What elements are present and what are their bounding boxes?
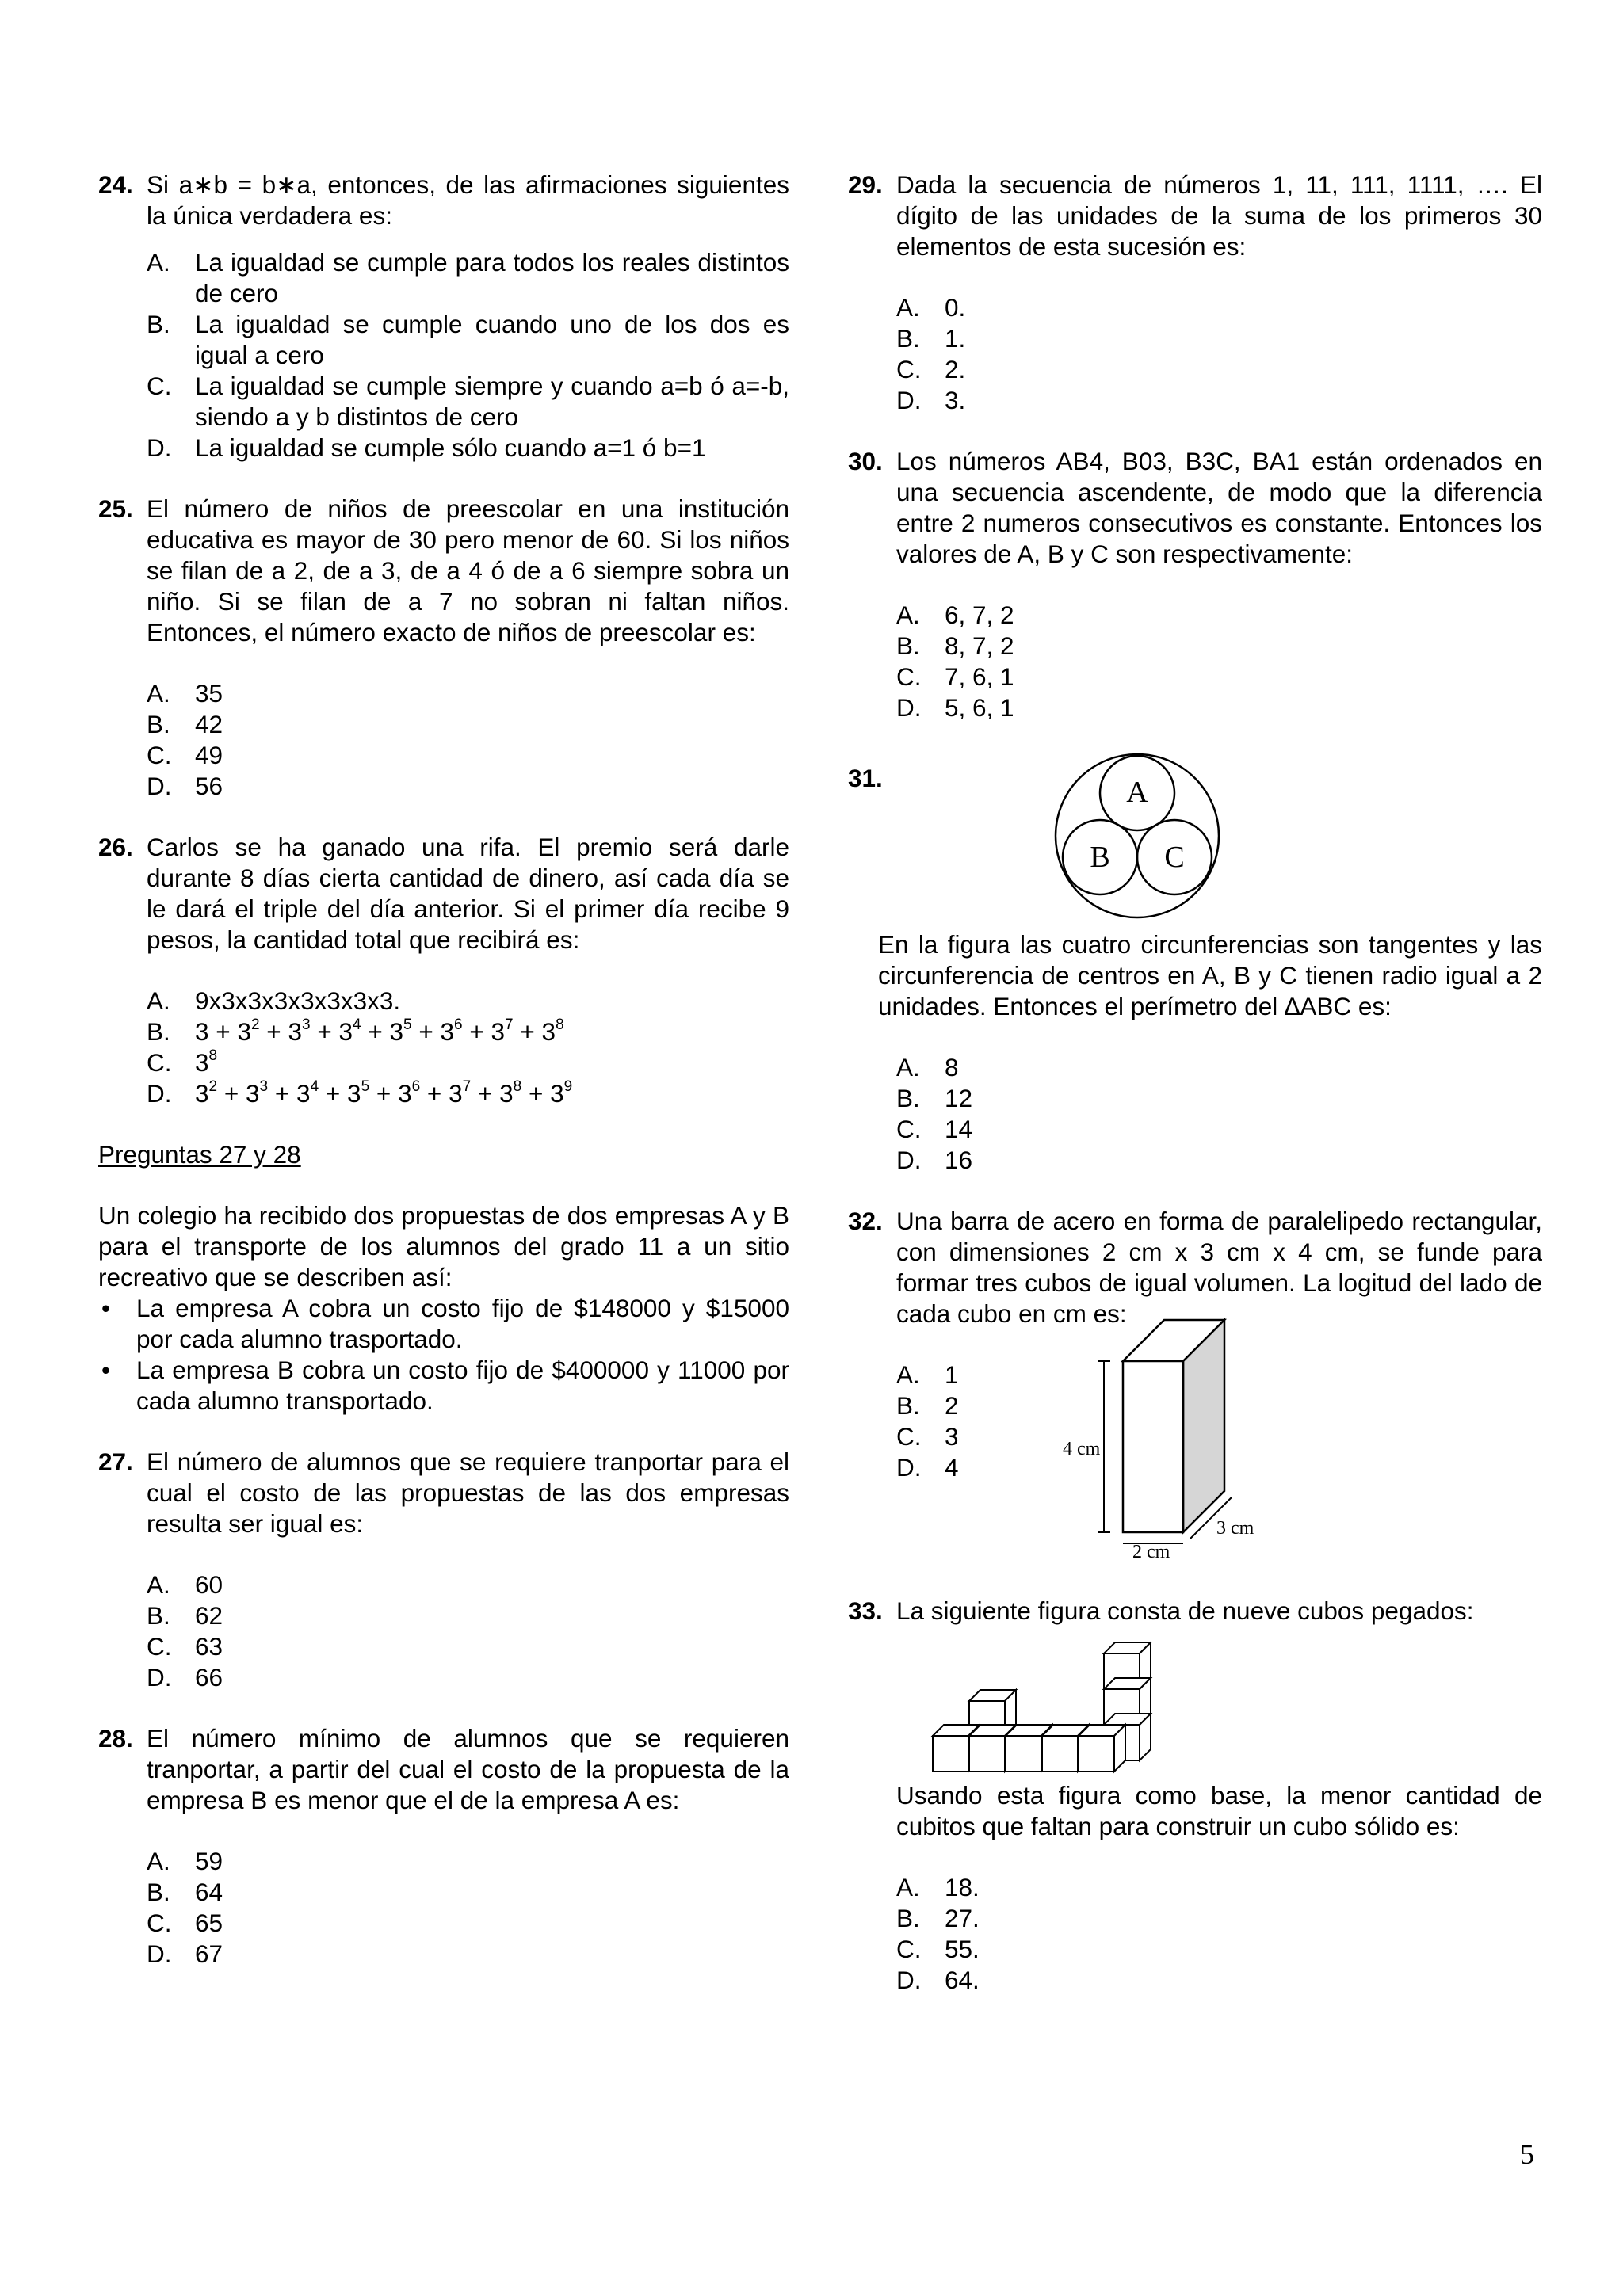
option-text: 64 [195, 1878, 223, 1906]
answer-options [896, 1360, 991, 1483]
label-c: C [1164, 841, 1185, 874]
answer-options [896, 600, 1542, 723]
option-letter: B. [896, 1084, 920, 1112]
option-c [896, 662, 1542, 692]
option-letter: C. [147, 1048, 172, 1077]
option-letter: D. [147, 1939, 172, 1968]
option-text: 0. [945, 293, 966, 322]
option-letter: C. [147, 741, 172, 769]
option-letter: D. [896, 1146, 922, 1174]
question-25 [98, 494, 789, 802]
depth-label: 3 cm [1216, 1518, 1254, 1539]
question-number: 25. [98, 494, 133, 523]
option-letter: C. [896, 355, 922, 383]
option-letter: A. [896, 1873, 920, 1901]
option-letter: C. [147, 1909, 172, 1937]
option-text: La igualdad se cumple sólo cuando a=1 ó b=1 [195, 433, 706, 462]
question-stem: Si a∗b = b∗a, entonces, de las afirmaciones siguientes la única verdadera es: [147, 170, 789, 230]
power-exponent: 9 [563, 1078, 573, 1095]
option-text: 2 [945, 1391, 959, 1420]
power-base: 3 [550, 1079, 564, 1108]
power-base: 3 [449, 1079, 463, 1108]
option-text: 8, 7, 2 [945, 631, 1014, 660]
power-base: 3 [195, 1017, 209, 1046]
cube-group [933, 1642, 1151, 1772]
option-text: 7, 6, 1 [945, 662, 1014, 691]
option-text: 1. [945, 324, 966, 353]
power-exponent: 6 [411, 1078, 421, 1095]
option-letter: A. [147, 986, 170, 1015]
question-31 [848, 753, 1542, 1176]
option-text: 12 [945, 1084, 973, 1112]
option-text: 56 [195, 772, 223, 800]
option-text: 3 [945, 1422, 959, 1451]
question-stem: Una barra de acero en forma de paralelipedo rectangular, con dimensiones 2 cm x 3 cm x 4 cm, se funde para formar tres cubos de igual volumen. La logitud del lado de cada cubo en cm es: [896, 1207, 1542, 1328]
option-text: 14 [945, 1115, 973, 1143]
question-29 [848, 170, 1542, 416]
option-a [147, 1569, 789, 1600]
power-base: 3 [398, 1079, 412, 1108]
question-stem: El número mínimo de alumnos que se requieren tranportar, a partir del cual el costo de la propuesta de la empresa B es menor que el de la empresa A es: [147, 1724, 789, 1814]
option-letter: C. [147, 372, 172, 400]
label-b: B [1090, 841, 1110, 874]
option-text: 64. [945, 1966, 980, 1994]
option-b [147, 1877, 789, 1908]
option-letter: C. [896, 1422, 922, 1451]
option-c [147, 740, 789, 771]
question-24 [98, 170, 789, 463]
power-base: 3 [440, 1017, 455, 1046]
option-c [896, 1934, 1542, 1965]
question-stem-2: Usando esta figura como base, la menor cantidad de cubitos que faltan para construir un cubo sólido es: [896, 1781, 1542, 1840]
plus-sign: + [259, 1017, 288, 1046]
answer-options [147, 1569, 789, 1693]
option-d [147, 1939, 789, 1970]
option-letter: C. [896, 662, 922, 691]
option-letter: B. [147, 1601, 170, 1630]
option-expression [195, 1047, 789, 1078]
option-letter: D. [896, 693, 922, 722]
option-letter: B. [896, 1904, 920, 1932]
answer-options [896, 292, 1542, 416]
nine-cubes-figure [931, 1633, 1153, 1772]
option-text: 35 [195, 679, 223, 707]
option-b [896, 323, 1542, 354]
question-stem: Carlos se ha ganado una rifa. El premio será darle durante 8 días cierta cantidad de dinero, así cada día se le dará el triple del día anterior. Si el primer día recibe 9 pesos, la cantidad total que recibirá es: [147, 833, 789, 954]
option-c [147, 1631, 789, 1662]
option-letter: B. [147, 710, 170, 738]
option-text: 62 [195, 1601, 223, 1630]
option-a [147, 986, 789, 1016]
option-letter: D. [896, 386, 922, 414]
option-letter: D. [147, 433, 172, 462]
power-exponent: 6 [454, 1016, 463, 1033]
option-d [147, 771, 789, 802]
tangent-circles-figure [1050, 752, 1224, 920]
option-c [147, 1047, 789, 1078]
question-32 [848, 1206, 1542, 1573]
power-exponent: 8 [513, 1078, 522, 1095]
question-number: 31. [848, 764, 883, 792]
power-exponent: 7 [505, 1016, 514, 1033]
bullet-item [98, 1293, 789, 1355]
option-b [896, 1390, 991, 1421]
option-letter: A. [896, 1053, 920, 1081]
answer-options [147, 1846, 789, 1970]
option-text: 2. [945, 355, 966, 383]
power-exponent: 5 [361, 1078, 370, 1095]
power-exponent: 5 [403, 1016, 412, 1033]
question-stem: En la figura las cuatro circunferencias son tangentes y las circunferencia de centros en A, B y C tienen radio igual a 2 unidades. Entonces el perímetro del ∆ABC es: [878, 930, 1542, 1020]
option-letter: A. [147, 679, 170, 707]
question-number: 30. [848, 447, 883, 475]
power-base: 3 [195, 1079, 209, 1108]
power-exponent: 8 [556, 1016, 564, 1033]
option-d [896, 1145, 1542, 1176]
question-26 [98, 832, 789, 1109]
question-stem: La siguiente figura consta de nueve cubos pegados: [896, 1596, 1474, 1625]
option-figure-row [896, 1360, 1542, 1573]
question-27 [98, 1447, 789, 1693]
option-a [896, 1872, 1542, 1903]
power-base: 3 [541, 1017, 556, 1046]
option-letter: C. [896, 1935, 922, 1963]
question-number: 33. [848, 1596, 883, 1625]
answer-options [147, 247, 789, 463]
option-text: 18. [945, 1873, 980, 1901]
option-letter: D. [147, 1079, 172, 1108]
option-letter: C. [896, 1115, 922, 1143]
plus-sign: + [268, 1079, 297, 1108]
option-b [896, 1083, 1542, 1114]
power-exponent: 7 [462, 1078, 472, 1095]
option-text: 5, 6, 1 [945, 693, 1014, 722]
question-28 [98, 1723, 789, 1970]
plus-sign: + [521, 1079, 551, 1108]
option-text: 60 [195, 1570, 223, 1599]
power-base: 3 [296, 1079, 311, 1108]
option-text: La igualdad se cumple para todos los reales distintos de cero [195, 248, 789, 307]
power-exponent: 8 [208, 1047, 218, 1064]
plus-sign: + [369, 1079, 399, 1108]
plus-sign: + [471, 1079, 500, 1108]
option-b [896, 631, 1542, 662]
section-title: Preguntas 27 y 28 [98, 1140, 301, 1169]
plus-sign: + [310, 1017, 339, 1046]
option-b [147, 709, 789, 740]
option-text: 6, 7, 2 [945, 601, 1014, 629]
question-stem: Dada la secuencia de números 1, 11, 111, 1111, …. El dígito de las unidades de la suma de los primeros 30 elementos de esta sucesión es: [896, 170, 1542, 261]
option-d [896, 692, 1542, 723]
option-d [147, 433, 789, 463]
option-d [147, 1662, 789, 1693]
option-d [896, 385, 1542, 416]
option-d [147, 1078, 789, 1109]
plus-sign: + [208, 1017, 238, 1046]
option-letter: D. [896, 1966, 922, 1994]
prism-figure [1063, 1306, 1297, 1562]
option-a [147, 247, 789, 309]
question-number: 24. [98, 170, 133, 199]
power-exponent: 2 [250, 1016, 260, 1033]
option-text: La igualdad se cumple cuando uno de los dos es igual a cero [195, 310, 789, 369]
option-a [896, 600, 1542, 631]
option-c [896, 1114, 1542, 1145]
power-exponent: 2 [208, 1078, 218, 1095]
option-text: 16 [945, 1146, 973, 1174]
question-stem: El número de niños de preescolar en una institución educativa es mayor de 30 pero menor de 60. Si los niños se filan de a 2, de a 3, de a 4 ó de a 6 siempre sobra un niño. Si se filan de a 7 no sobran ni faltan niños. Entonces, el número exacto de niños de preescolar es: [147, 494, 789, 646]
option-text: 63 [195, 1632, 223, 1661]
option-text: 1 [945, 1360, 959, 1389]
option-d [896, 1452, 991, 1483]
question-number: 27. [98, 1447, 133, 1476]
option-letter: A. [896, 601, 920, 629]
option-b [147, 1016, 789, 1047]
option-letter: D. [896, 1453, 922, 1482]
option-a [896, 1360, 991, 1390]
answer-options [896, 1872, 1542, 1996]
question-number: 28. [98, 1724, 133, 1753]
power-exponent: 4 [353, 1016, 361, 1033]
option-b [147, 309, 789, 371]
option-b [896, 1903, 1542, 1934]
power-base: 3 [491, 1017, 506, 1046]
option-text: 9x3x3x3x3x3x3x3. [195, 986, 401, 1015]
option-expression [195, 1016, 789, 1047]
option-text: 66 [195, 1663, 223, 1691]
prism-front-face [1123, 1361, 1183, 1532]
option-c [147, 371, 789, 433]
option-text: La igualdad se cumple siempre y cuando a=b ó a=-b, siendo a y b distintos de cero [195, 372, 789, 431]
bullet-list [98, 1293, 789, 1417]
question-number: 32. [848, 1207, 883, 1235]
option-text: 49 [195, 741, 223, 769]
option-letter: B. [896, 1391, 920, 1420]
power-base: 3 [195, 1048, 209, 1077]
option-letter: B. [147, 1878, 170, 1906]
power-exponent: 3 [259, 1078, 269, 1095]
cube-row-5 [1079, 1725, 1125, 1772]
question-stem: Los números AB4, B03, B3C, BA1 están ordenados en una secuencia ascendente, de modo que la diferencia entre 2 numeros consecutivos es constante. Entonces los valores de A, B y C son respectivamente: [896, 447, 1542, 568]
plus-sign: + [217, 1079, 246, 1108]
option-text: 3. [945, 386, 966, 414]
bullet-text: La empresa B cobra un costo fijo de $400000 y 11000 por cada alumno transportado. [136, 1356, 789, 1415]
bullet-text: La empresa A cobra un costo fijo de $148000 y $15000 por cada alumno trasportado. [136, 1294, 789, 1353]
power-base: 3 [246, 1079, 260, 1108]
bullet-item [98, 1355, 789, 1417]
option-letter: B. [147, 310, 170, 338]
option-letter: D. [147, 1663, 172, 1691]
left-column [98, 170, 789, 1970]
power-exponent: 4 [310, 1078, 319, 1095]
right-column [848, 170, 1542, 1996]
power-base: 3 [288, 1017, 302, 1046]
answer-options [147, 986, 789, 1109]
option-letter: A. [147, 248, 170, 277]
option-c [896, 1421, 991, 1452]
figure-row [848, 753, 1542, 920]
option-letter: A. [896, 1360, 920, 1389]
power-base: 3 [347, 1079, 361, 1108]
question-stem: El número de alumnos que se requiere tranportar para el cual el costo de las propuestas de las dos empresas resulta ser igual es: [147, 1447, 789, 1538]
option-c [896, 354, 1542, 385]
option-expression [195, 1078, 789, 1109]
option-letter: B. [147, 1017, 170, 1046]
option-a [896, 1052, 1542, 1083]
plus-sign: + [513, 1017, 542, 1046]
answer-options [147, 678, 789, 802]
width-label: 2 cm [1132, 1542, 1170, 1562]
option-letter: B. [896, 631, 920, 660]
power-base: 3 [389, 1017, 404, 1046]
plus-sign: + [420, 1079, 449, 1108]
plus-sign: + [319, 1079, 348, 1108]
option-text: 4 [945, 1453, 959, 1482]
height-label: 4 cm [1063, 1439, 1101, 1459]
plus-sign: + [361, 1017, 390, 1046]
option-d [896, 1965, 1542, 1996]
option-text: 55. [945, 1935, 980, 1963]
option-text: 67 [195, 1939, 223, 1968]
answer-options [848, 1052, 1542, 1176]
plus-sign: + [462, 1017, 491, 1046]
option-b [147, 1600, 789, 1631]
option-a [147, 1846, 789, 1877]
question-number: 29. [848, 170, 883, 199]
option-text: 42 [195, 710, 223, 738]
power-base: 3 [338, 1017, 353, 1046]
question-30 [848, 446, 1542, 723]
option-text: 27. [945, 1904, 980, 1932]
option-letter: A. [147, 1570, 170, 1599]
label-a: A [1126, 776, 1148, 809]
option-c [147, 1908, 789, 1939]
option-text: 65 [195, 1909, 223, 1937]
plus-sign: + [411, 1017, 441, 1046]
power-base: 3 [237, 1017, 251, 1046]
option-letter: A. [896, 293, 920, 322]
section-intro: Un colegio ha recibido dos propuestas de dos empresas A y B para el transporte de los alumnos del grado 11 a un sitio recreativo que se describen así: [98, 1201, 789, 1291]
option-text: 59 [195, 1847, 223, 1875]
option-a [896, 292, 1542, 323]
option-a [147, 678, 789, 709]
power-base: 3 [499, 1079, 514, 1108]
option-letter: D. [147, 772, 172, 800]
bullet-symbol: • [101, 1356, 111, 1384]
page-number: 5 [1520, 2138, 1534, 2170]
bullet-symbol: • [101, 1294, 111, 1322]
option-letter: C. [147, 1632, 172, 1661]
option-letter: B. [896, 324, 920, 353]
power-exponent: 3 [301, 1016, 311, 1033]
option-text: 8 [945, 1053, 959, 1081]
question-33 [848, 1596, 1542, 1996]
option-letter: A. [147, 1847, 170, 1875]
question-number: 26. [98, 833, 133, 861]
